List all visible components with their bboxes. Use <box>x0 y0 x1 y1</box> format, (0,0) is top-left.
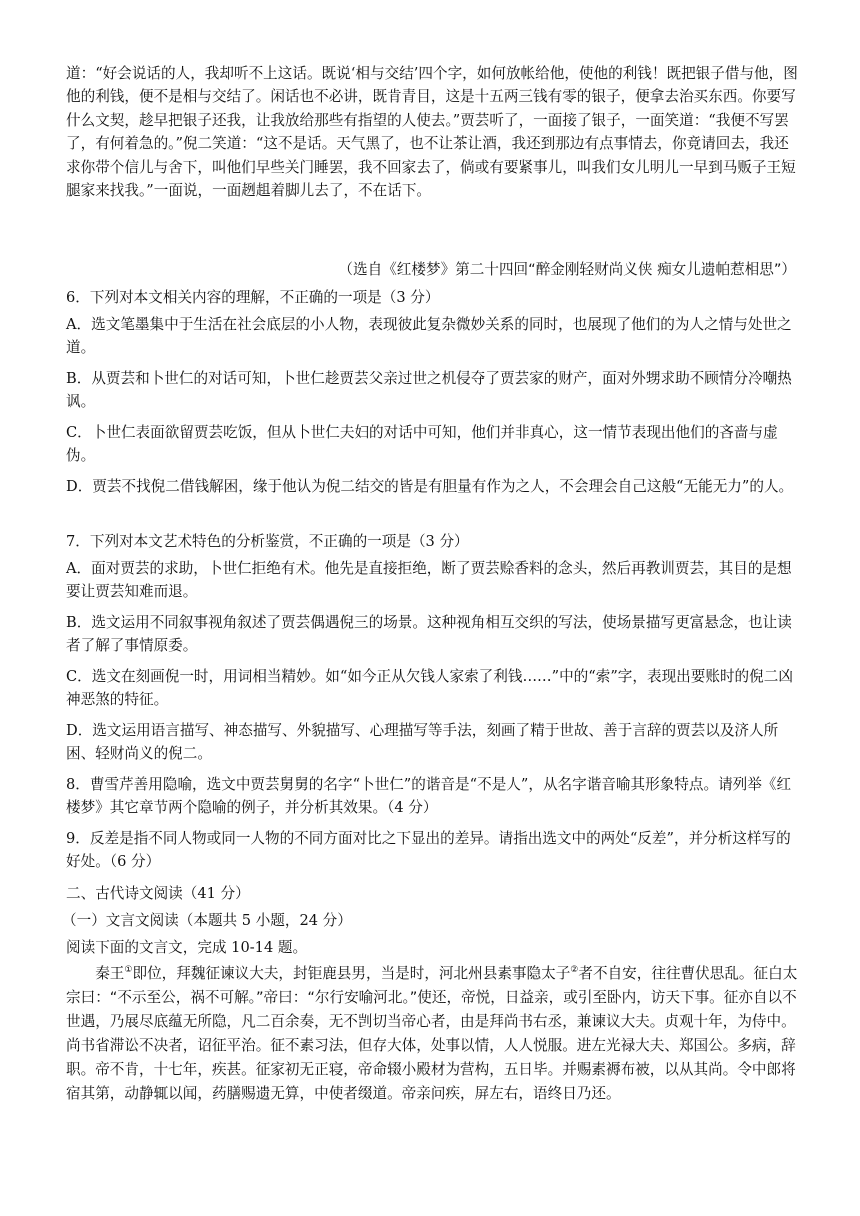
question-7-option-c: C．选文在刻画倪一时，用词相当精妙。如“如今正从欠钱人家索了利钱……”中的“索”字，表现出要账时的倪二凶神恶煞的特征。 <box>66 668 793 709</box>
reading-instruction: 阅读下面的文言文，完成 10-14 题。 <box>66 939 308 956</box>
footnote-marker-2: ② <box>570 965 579 976</box>
passage-source: （选自《红楼梦》第二十四回“醉金刚轻财尚义侠 痴女儿遗帕惹相思”） <box>338 261 796 278</box>
subsection-heading: （一）文言文阅读（本题共 5 小题，24 分） <box>62 912 352 929</box>
footnote-marker-1: ① <box>124 965 133 976</box>
question-9: 9．反差是指不同人物或同一人物的不同方面对比之下显出的差异。请指出选文中的两处“反差”，并分析这样写的好处。（6 分） <box>66 830 791 871</box>
question-6-option-a: A．选文笔墨集中于生活在社会底层的小人物，表现彼此复杂微妙关系的同时，也展现了他们的为人之情与处世之道。 <box>66 316 792 357</box>
section-heading: 二、古代诗文阅读（41 分） <box>66 885 250 902</box>
classical-text-part-3: 者不自安，往往曹伏思乱。征白太宗曰：“不示至公，祸不可解。”帝曰：“尔行安喻河北。”使还，帝悦，日益亲，或引至卧内，访天下事。征亦自以不世遇，乃展尽底蕴无所隐，凡二百余奏，无不剀切当帝心者，由是拜尚书右丞，兼谏议大夫。贞观十年，为侍中。尚书省滞讼不决者，诏征平治。征不素习法，但存大体，处事以情，人人悦服。进左光禄大夫、郑国公。多病，辞职。帝不肯，十七年，疾甚。征家初无正寝，帝命辍小殿材为营构，五日毕。并赐素褥布被，以从其尚。令中郎将宿其第，动静辄以闻，药膳赐遗无算，中使者缀道。帝亲问疾，屏左右，语终日乃还。 <box>66 965 798 1102</box>
question-7-stem: 7．下列对本文艺术特色的分析鉴赏，不正确的一项是（3 分） <box>66 533 469 550</box>
question-6-stem: 6．下列对本文相关内容的理解，不正确的一项是（3 分） <box>66 289 440 306</box>
question-6-option-c: C．卜世仁表面欲留贾芸吃饭，但从卜世仁夫妇的对话中可知，他们并非真心，这一情节表现出他们的吝啬与虚伪。 <box>66 424 778 465</box>
classical-text-part-2: 即位，拜魏征谏议大夫，封钜鹿县男，当是时，河北州县素事隐太子 <box>132 965 571 982</box>
question-8: 8．曹雪芹善用隐喻，选文中贾芸舅舅的名字“卜世仁”的谐音是“不是人”，从名字谐音喻其形象特点。请列举《红楼梦》其它章节两个隐喻的例子，并分析其效果。（4 分） <box>66 776 792 817</box>
question-7-option-b: B．选文运用不同叙事视角叙述了贾芸偶遇倪三的场景。这种视角相互交织的写法，使场景描写更富悬念，也让读者了解了事情原委。 <box>66 614 792 655</box>
classical-passage <box>66 962 798 1106</box>
question-6-option-b: B．从贾芸和卜世仁的对话可知，卜世仁趁贾芸父亲过世之机侵夺了贾芸家的财产，面对外甥求助不顾情分冷嘲热讽。 <box>66 370 792 411</box>
question-7-option-d: D．选文运用语言描写、神态描写、外貌描写、心理描写等手法，刻画了精于世故、善于言辞的贾芸以及济人所困、轻财尚义的倪二。 <box>66 722 779 763</box>
passage-tail: 道：“好会说话的人，我却听不上这话。既说‘相与交结’四个字，如何放帐给他，使他的利钱！既把银子借与他，图他的利钱，便不是相与交结了。闲话也不必讲，既肯青目，这是十五两三钱有零的银子，便拿去治买东西。你要写什么文契，趁早把银子还我，让我放给那些有指望的人使去。”贾芸听了，一面接了银子，一面笑道：“我便不写罢了，有何着急的。”倪二笑道：“这不是话。天气黑了，也不让茶让酒，我还到那边有点事情去，你竟请回去，我还求你带个信儿与舍下，叫他们早些关门睡罢，我不回家去了，倘或有要紧事儿，叫我们女儿明儿一早到马贩子王短腿家来找我。”一面说，一面趔趄着脚儿去了，不在话下。 <box>66 65 798 200</box>
question-6-option-d: D．贾芸不找倪二借钱解困，缘于他认为倪二结交的皆是有胆量有作为之人，不会理会自己这般“无能无力”的人。 <box>66 478 794 495</box>
question-7-option-a: A．面对贾芸的求助，卜世仁拒绝有术。他先是直接拒绝，断了贾芸赊香料的念头，然后再教训贾芸，其目的是想要让贾芸知难而退。 <box>66 560 792 601</box>
classical-text-part-1: 秦王 <box>95 965 125 982</box>
